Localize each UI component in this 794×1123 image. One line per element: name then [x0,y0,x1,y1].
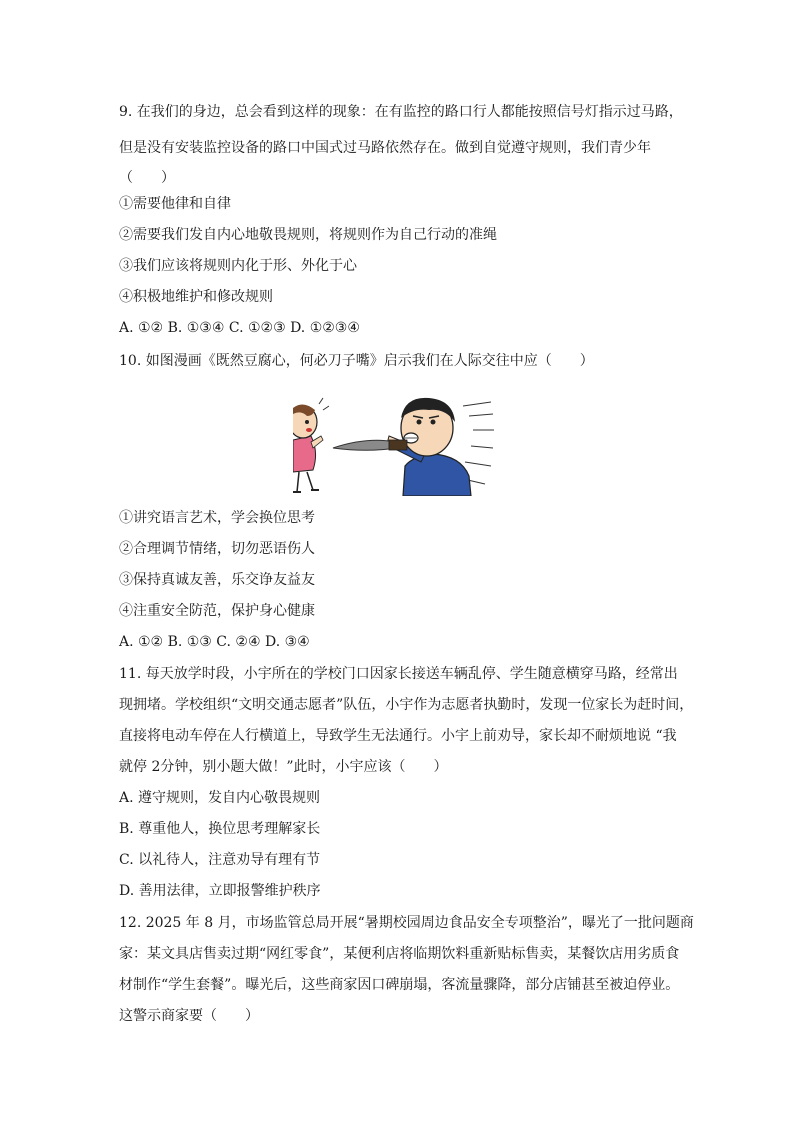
q9-stem-line-1: 9. 在我们的身边，总会看到这样的现象：在有监控的路口行人都能按照信号灯指示过马路， [119,104,683,120]
q12-stem-line-2: 家：某文具店售卖过期“网红零食”，某便利店将临期饮料重新贴标售卖，某餐饮店用劣质食 [119,946,680,962]
q12-stem-line-1: 12. 2025 年 8 月，市场监管总局开展“暑期校园周边食品安全专项整治”，曝光了一批问题商 [119,915,694,931]
q9-item-1: ①需要他律和自律 [119,196,231,212]
q9-stem-line-2: 但是没有安装监控设备的路口中国式过马路依然存在。做到自觉遵守规则，我们青少年 [119,140,651,156]
q9-stem-line-3: （ ） [119,170,175,186]
question-10 [119,351,684,371]
q10-item-1: ①讲究语言艺术，学会换位思考 [119,510,315,526]
q11-option-a: A. 遵守规则，发自内心敬畏规则 [119,790,321,806]
q11-stem-line-3: 直接将电动车停在人行横道上，导致学生无法通行。小宇上前劝导，家长却不耐烦地说 “我 [119,728,677,744]
q11-option-d: D. 善用法律，立即报警维护秩序 [119,883,321,899]
q12-stem-line-3: 材制作“学生套餐”。曝光后，这些商家因口碑崩塌，客流量骤降，部分店铺甚至被迫停业。 [119,977,680,993]
q10-stem: 10. 如图漫画《既然豆腐心，何必刀子嘴》启示我们在人际交往中应（ ） [119,353,594,369]
q11-option-b: B. 尊重他人，换位思考理解家长 [119,821,321,837]
q11-stem-line-2: 现拥堵。学校组织“文明交通志愿者”队伍，小宇作为志愿者执勤时，发现一位家长为赶时间， [119,697,694,713]
question-12 [119,913,694,1026]
q9-item-2: ②需要我们发自内心地敬畏规则，将规则作为自己行动的准绳 [119,227,497,243]
q11-stem-line-4: 就停 2分钟，别小题大做！”此时，小宇应该（ ） [119,759,448,775]
q11-option-c: C. 以礼待人，注意劝导有理有节 [119,852,321,868]
q11-stem-line-1: 11. 每天放学时段，小宇所在的学校门口因家长接送车辆乱停、学生随意横穿马路，经常出 [119,666,678,682]
question-9 [119,102,684,188]
q10-item-3: ③保持真诚友善，乐交诤友益友 [119,572,315,588]
cartoon-image [293,396,495,496]
q10-items [119,508,684,652]
q9-item-4: ④积极地维护和修改规则 [119,289,273,305]
q12-stem-line-4: 这警示商家要（ ） [119,1008,259,1024]
q10-options: A. ①② B. ①③ C. ②④ D. ③④ [119,634,310,650]
q9-items [119,194,684,338]
q9-options: A. ①② B. ①③④ C. ①②③ D. ①②③④ [119,320,360,336]
question-11 [119,664,694,901]
q9-item-3: ③我们应该将规则内化于形、外化于心 [119,258,357,274]
q10-item-4: ④注重安全防范，保护身心健康 [119,603,315,619]
q10-item-2: ②合理调节情绪，切勿恶语伤人 [119,541,315,557]
